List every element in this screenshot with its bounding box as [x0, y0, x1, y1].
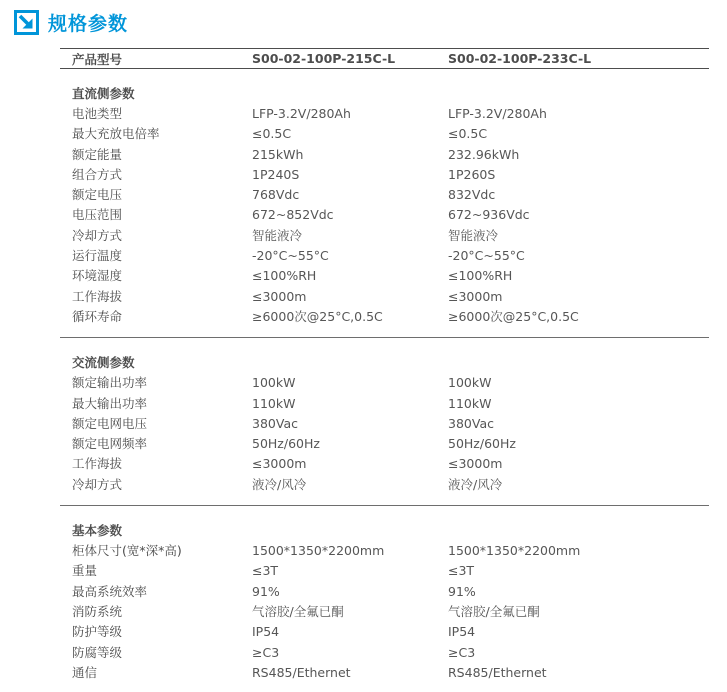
row-label: 额定电网频率	[72, 436, 148, 452]
row-value-2: IP54	[448, 624, 476, 640]
spec-section	[60, 506, 709, 692]
table-row	[60, 561, 709, 581]
row-value-1: 1P240S	[252, 166, 300, 182]
row-value-2: ≥C3	[448, 644, 476, 660]
section-title: 交流侧参数	[72, 355, 135, 371]
row-value-1: RS485/Ethernet	[252, 664, 351, 680]
row-value-1: 50Hz/60Hz	[252, 436, 320, 452]
row-label: 额定电压	[72, 187, 123, 203]
row-label: 电池类型	[72, 106, 123, 121]
table-row	[60, 185, 709, 205]
row-label: 最大输出功率	[72, 395, 148, 411]
table-row	[60, 643, 709, 663]
row-value-2: 832Vdc	[448, 187, 496, 203]
row-value-2: 672~936Vdc	[448, 207, 530, 223]
table-row	[60, 287, 709, 307]
row-value-2: ≤3000m	[448, 288, 503, 304]
table-row	[60, 373, 709, 393]
row-label: 额定电网电压	[72, 415, 148, 431]
table-row	[60, 434, 709, 454]
row-value-2: 100kW	[448, 375, 492, 391]
table-row	[60, 205, 709, 225]
section-title: 基本参数	[72, 523, 123, 539]
row-value-2: ≤3000m	[448, 456, 503, 472]
spec-section	[60, 69, 709, 338]
row-value-2: 气溶胶/全氟已酮	[448, 603, 540, 619]
row-value-2: 110kW	[448, 395, 492, 411]
row-value-2: 1500*1350*2200mm	[448, 543, 581, 559]
row-value-1: LFP-3.2V/280Ah	[252, 106, 351, 121]
row-label: 运行温度	[72, 248, 123, 264]
row-label: 消防系统	[72, 603, 123, 619]
table-row	[60, 454, 709, 474]
row-value-2: 智能液冷	[448, 227, 499, 243]
row-value-2: -20°C~55°C	[448, 248, 525, 264]
row-label: 最大充放电倍率	[72, 126, 160, 142]
row-value-1: 1500*1350*2200mm	[252, 543, 385, 559]
table-row	[60, 663, 709, 683]
row-label: 额定能量	[72, 146, 123, 162]
row-value-1: ≤100%RH	[252, 268, 317, 284]
row-label: 额定输出功率	[72, 375, 148, 391]
row-value-2: ≤0.5C	[448, 126, 488, 142]
row-value-1: ≤3T	[252, 563, 279, 579]
header-model-2: S00-02-100P-233C-L	[448, 51, 592, 66]
page-title: 规格参数	[48, 13, 129, 35]
table-row	[60, 246, 709, 266]
header-label: 产品型号	[72, 51, 123, 67]
arrow-southeast-icon	[14, 10, 39, 35]
row-label: 防腐等级	[72, 644, 123, 660]
row-value-1: ≤3000m	[252, 456, 307, 472]
row-value-1: ≤0.5C	[252, 126, 292, 142]
row-label: 防护等级	[72, 624, 123, 640]
row-value-1: 100kW	[252, 375, 296, 391]
row-value-1: -20°C~55°C	[252, 248, 329, 264]
row-value-2: 380Vac	[448, 415, 494, 431]
row-value-1: 215kWh	[252, 146, 304, 162]
row-value-1: 91%	[252, 583, 280, 599]
section-rows	[60, 104, 709, 327]
row-label: 循环寿命	[72, 308, 123, 324]
row-value-2: RS485/Ethernet	[448, 664, 547, 680]
table-row	[60, 475, 709, 495]
table-row	[60, 226, 709, 246]
row-value-1: ≥C3	[252, 644, 280, 660]
row-label: 工作海拔	[72, 456, 123, 472]
row-value-2: 50Hz/60Hz	[448, 436, 516, 452]
row-value-2: 液冷/风冷	[448, 476, 503, 492]
row-label: 电压范围	[72, 207, 123, 223]
table-row	[60, 266, 709, 286]
table-row	[60, 394, 709, 414]
row-value-2: 232.96kWh	[448, 146, 520, 162]
row-label: 组合方式	[72, 166, 123, 182]
table-row	[60, 124, 709, 144]
row-value-1: 672~852Vdc	[252, 207, 334, 223]
table-row	[60, 414, 709, 434]
table-row	[60, 602, 709, 622]
row-value-2: ≥6000次@25°C,0.5C	[448, 308, 579, 324]
row-label: 工作海拔	[72, 288, 123, 304]
row-value-1: 智能液冷	[252, 227, 303, 243]
row-value-1: 380Vac	[252, 415, 298, 431]
row-value-2: 91%	[448, 583, 476, 599]
row-value-1: 液冷/风冷	[252, 476, 307, 492]
section-header	[0, 0, 727, 36]
row-value-1: IP54	[252, 624, 280, 640]
table-header-row	[60, 48, 709, 69]
section-rows	[60, 541, 709, 683]
row-label: 冷却方式	[72, 227, 123, 243]
table-row	[60, 165, 709, 185]
section-title: 直流侧参数	[72, 86, 135, 101]
table-row	[60, 307, 709, 327]
row-label: 通信	[72, 664, 98, 680]
spec-table-body	[60, 69, 709, 692]
row-value-2: ≤100%RH	[448, 268, 513, 284]
row-value-1: 110kW	[252, 395, 296, 411]
row-label: 柜体尺寸(宽*深*高)	[72, 543, 182, 559]
row-value-2: 1P260S	[448, 166, 496, 182]
row-label: 环境湿度	[72, 268, 123, 284]
row-label: 重量	[72, 563, 98, 579]
spec-section	[60, 338, 709, 506]
table-row	[60, 145, 709, 165]
table-row	[60, 541, 709, 561]
row-value-2: ≤3T	[448, 563, 475, 579]
header-model-1: S00-02-100P-215C-L	[252, 51, 396, 66]
section-rows	[60, 373, 709, 495]
table-row	[60, 104, 709, 124]
row-value-1: 气溶胶/全氟已酮	[252, 603, 344, 619]
spec-table	[60, 48, 709, 692]
table-row	[60, 622, 709, 642]
row-label: 最高系统效率	[72, 583, 148, 599]
row-value-2: LFP-3.2V/280Ah	[448, 106, 547, 121]
row-value-1: ≤3000m	[252, 288, 307, 304]
row-value-1: 768Vdc	[252, 187, 300, 203]
row-label: 冷却方式	[72, 476, 123, 492]
row-value-1: ≥6000次@25°C,0.5C	[252, 308, 383, 324]
table-row	[60, 582, 709, 602]
